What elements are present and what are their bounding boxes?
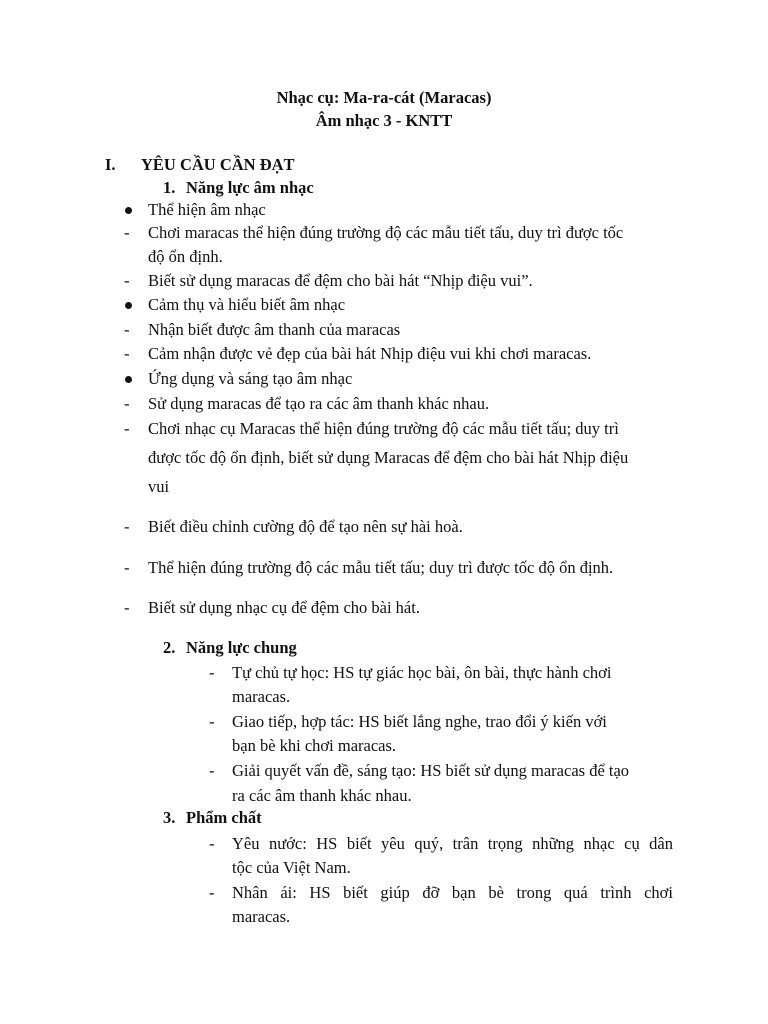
subsection-number-1: 1. — [163, 178, 176, 197]
dash-marker: - — [124, 320, 130, 339]
dash-marker: - — [124, 517, 130, 536]
list-item: Thể hiện đúng trường độ các mẫu tiết tấu; duy trì được tốc độ ổn định. — [148, 558, 614, 577]
list-item: Nhân ái: HS biết giúp đỡ bạn bè trong quá trình chơi — [232, 883, 673, 902]
dash-marker: - — [124, 394, 130, 413]
list-item: Giải quyết vấn đề, sáng tạo: HS biết sử dụng maracas để tạo — [232, 761, 630, 780]
list-item-continuation: độ ổn định. — [148, 247, 223, 266]
dash-marker: - — [124, 344, 130, 363]
list-item-continuation: được tốc độ ổn định, biết sử dụng Maracas để đệm cho bài hát Nhịp điệu — [148, 448, 629, 467]
list-item: Biết điều chỉnh cường độ để tạo nên sự hài hoà. — [148, 517, 463, 536]
bullet-dot — [125, 376, 132, 383]
list-item: Chơi nhạc cụ Maracas thể hiện đúng trường độ các mẫu tiết tấu; duy trì — [148, 419, 619, 438]
bullet-heading: Thể hiện âm nhạc — [148, 200, 266, 219]
dash-marker: - — [124, 223, 130, 242]
document-subtitle: Âm nhạc 3 - KNTT — [315, 111, 453, 130]
dash-marker: - — [209, 883, 215, 902]
subsection-heading-1: Năng lực âm nhạc — [186, 178, 314, 197]
subsection-heading-2: Năng lực chung — [186, 638, 297, 657]
dash-marker: - — [124, 598, 130, 617]
bullet-dot — [125, 302, 132, 309]
dash-marker: - — [124, 271, 130, 290]
bullet-heading: Cảm thụ và hiểu biết âm nhạc — [148, 295, 346, 314]
list-item-continuation: maracas. — [232, 907, 291, 926]
subsection-number-2: 2. — [163, 638, 176, 657]
list-item: Yêu nước: HS biết yêu quý, trân trọng những nhạc cụ dân — [232, 834, 673, 853]
dash-marker: - — [209, 663, 215, 682]
dash-marker: - — [209, 761, 215, 780]
list-item-continuation: ra các âm thanh khác nhau. — [232, 786, 412, 805]
bullet-dot — [125, 207, 132, 214]
section-heading: YÊU CẦU CẦN ĐẠT — [141, 155, 295, 174]
list-item-continuation: maracas. — [232, 687, 291, 706]
list-item: Nhận biết được âm thanh của maracas — [148, 320, 401, 339]
list-item-continuation: vui — [148, 477, 170, 496]
subsection-heading-3: Phẩm chất — [186, 808, 262, 827]
dash-marker: - — [209, 712, 215, 731]
bullet-heading: Ứng dụng và sáng tạo âm nhạc — [148, 369, 353, 388]
list-item: Tự chủ tự học: HS tự giác học bài, ôn bài, thực hành chơi — [232, 663, 612, 682]
list-item-continuation: tộc của Việt Nam. — [232, 858, 351, 877]
list-item: Sử dụng maracas để tạo ra các âm thanh khác nhau. — [148, 394, 490, 413]
document-title: Nhạc cụ: Ma-ra-cát (Maracas) — [276, 88, 492, 107]
list-item: Chơi maracas thể hiện đúng trường độ các mẫu tiết tấu, duy trì được tốc — [148, 223, 624, 242]
list-item: Biết sử dụng nhạc cụ để đệm cho bài hát. — [148, 598, 420, 617]
subsection-number-3: 3. — [163, 808, 176, 827]
list-item-continuation: bạn bè khi chơi maracas. — [232, 736, 397, 755]
dash-marker: - — [124, 419, 130, 438]
dash-marker: - — [209, 834, 215, 853]
list-item: Biết sử dụng maracas để đệm cho bài hát “Nhịp điệu vui”. — [148, 271, 533, 290]
list-item: Cảm nhận được vẻ đẹp của bài hát Nhịp điệu vui khi chơi maracas. — [148, 344, 592, 363]
section-numeral: I. — [105, 155, 116, 174]
list-item: Giao tiếp, hợp tác: HS biết lắng nghe, trao đổi ý kiến với — [232, 712, 607, 731]
dash-marker: - — [124, 558, 130, 577]
